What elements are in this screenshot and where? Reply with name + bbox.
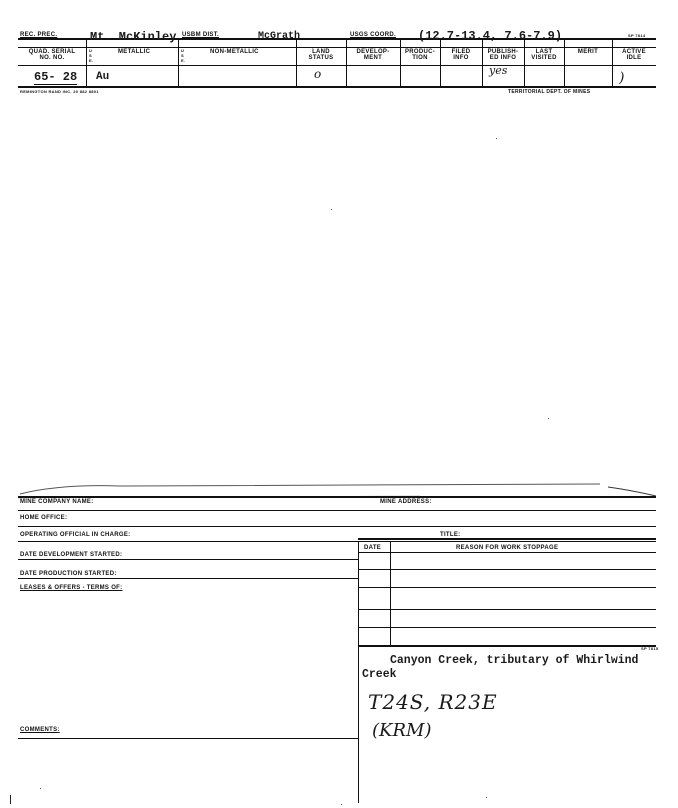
col-use-mark: U S E. (181, 48, 186, 63)
metallic-value: Au (96, 71, 110, 83)
development-rule (18, 559, 358, 560)
date-production-label: DATE PRODUCTION STARTED: (20, 571, 117, 577)
col-land-status: LAND STATUS (308, 49, 334, 61)
col-quad-serial: QUAD. SERIAL NO. NO. (28, 49, 76, 61)
col-divider (86, 38, 87, 86)
col-development: DEVELOP- MENT (356, 49, 390, 61)
row-bottom-rule (18, 86, 656, 88)
official-rule (18, 541, 656, 542)
date-development-label: DATE DEVELOPMENT STARTED: (20, 552, 123, 558)
col-divider (612, 38, 613, 86)
stoppage-row-rule (358, 627, 656, 628)
usbm-dist-value: McGrath (258, 31, 301, 42)
scan-speck (486, 797, 487, 798)
printer-imprint: REMINGTON RAND INC. 20 882 8801 (20, 89, 99, 94)
col-non-metallic: NON-METALLIC (210, 49, 259, 55)
col-divider (400, 38, 401, 86)
date-column-divider (390, 541, 391, 645)
leases-label: LEASES & OFFERS - TERMS OF: (20, 585, 123, 591)
township-range-handwriting: T24S, R23E (368, 690, 498, 714)
stoppage-header-rule (358, 552, 656, 553)
col-last-visited: LAST VISITED (531, 49, 557, 61)
date-header: DATE (364, 545, 382, 551)
col-divider (524, 38, 525, 86)
home-office-label: HOME OFFICE: (20, 515, 68, 521)
center-divider (358, 541, 359, 803)
comments-rule (18, 738, 358, 739)
col-divider (178, 38, 179, 86)
col-merit: MERIT (577, 49, 599, 55)
scan-speck (496, 138, 497, 139)
col-production: PRODUC- TION (404, 49, 436, 61)
bottom-form-number: SP 7815 (641, 646, 659, 651)
operating-official-label: OPERATING OFFICIAL IN CHARGE: (20, 532, 131, 538)
rec-prec-value: Mt. McKinley (90, 30, 177, 44)
company-rule (18, 496, 656, 498)
usbm-dist-label: USBM DIST. (182, 32, 220, 38)
stoppage-row-rule (358, 609, 656, 610)
col-divider (346, 38, 347, 86)
stoppage-top-rule (358, 538, 656, 540)
department-imprint: TERRITORIAL DEPT. OF MINES (508, 89, 591, 95)
location-note-line1: Canyon Creek, tributary of Whirlwind (390, 654, 639, 667)
usgs-coord-value: (12.7-13.4, 7.6-7.9) (418, 29, 563, 43)
mine-address-label: MINE ADDRESS: (380, 499, 432, 505)
stoppage-row-rule (358, 569, 656, 570)
company-underline (18, 510, 656, 511)
stoppage-bottom-rule (358, 645, 656, 647)
production-rule (18, 578, 358, 579)
header-mid-rule (18, 47, 656, 48)
scan-speck (331, 209, 332, 210)
land-status-value: o (314, 67, 322, 81)
reason-header: REASON FOR WORK STOPPAGE (456, 545, 559, 551)
col-divider (440, 38, 441, 86)
stoppage-row-rule (358, 587, 656, 588)
location-note-line2: Creek (362, 668, 397, 681)
mine-company-name-label: MINE COMPANY NAME: (20, 499, 94, 505)
col-metallic: METALLIC (118, 49, 151, 55)
col-filed-info: FILED INFO (451, 49, 471, 61)
edge-mark (10, 795, 11, 804)
col-use-mark: U S E. (89, 48, 94, 63)
scan-speck (548, 418, 549, 419)
scan-speck (341, 804, 342, 805)
top-form-number: SP 7814 (628, 33, 646, 38)
home-office-rule (18, 526, 656, 527)
title-label: TITLE: (440, 532, 461, 538)
header-bottom-rule (18, 65, 656, 66)
col-divider (564, 38, 565, 86)
col-published-info: PUBLISH- ED INFO (487, 49, 519, 61)
quad-serial-value: 65- 28 (34, 70, 78, 84)
col-divider (296, 38, 297, 86)
active-idle-value: ) (619, 70, 625, 86)
rec-prec-label: REC. PREC. (20, 32, 58, 38)
scan-speck (40, 788, 41, 789)
col-divider (482, 38, 483, 86)
initials-handwriting: (KRM) (372, 720, 432, 741)
usgs-coord-label: USGS COORD. (350, 32, 396, 38)
published-info-value: yes (489, 64, 508, 77)
col-active-idle: ACTIVE IDLE (622, 49, 646, 61)
comments-label: COMMENTS: (20, 727, 60, 733)
